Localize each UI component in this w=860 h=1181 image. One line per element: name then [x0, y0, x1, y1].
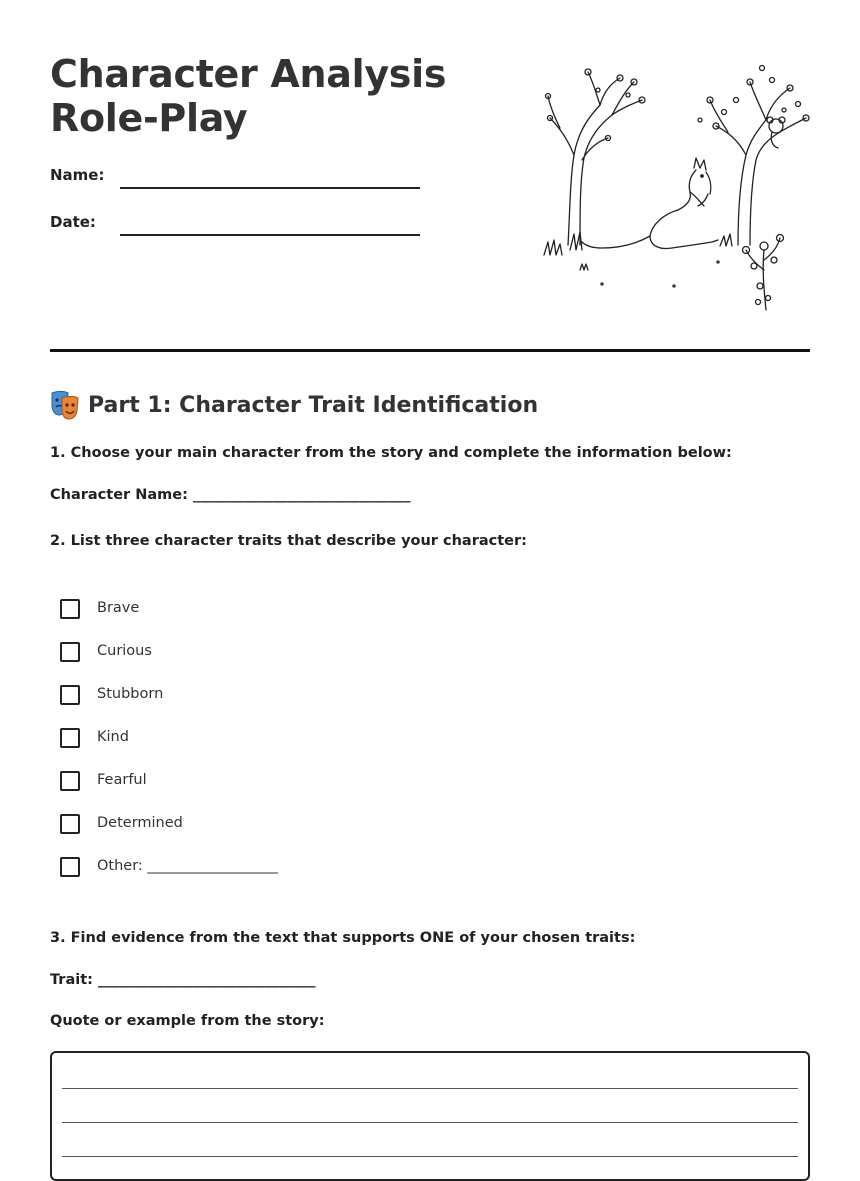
checkbox[interactable]	[60, 814, 80, 834]
quote-label: Quote or example from the story:	[50, 1013, 325, 1029]
question-2: 2. List three character traits that describe your character:	[50, 533, 527, 549]
kangaroo-koala-illustration	[540, 60, 810, 320]
character-name-blank[interactable]: ______________________________	[192, 487, 411, 503]
trait-option-fearful[interactable]	[60, 769, 460, 812]
checkbox[interactable]	[60, 642, 80, 662]
checkbox[interactable]	[60, 685, 80, 705]
quote-answer-box[interactable]	[50, 1051, 810, 1181]
name-field[interactable]	[50, 160, 430, 190]
answer-line	[62, 1156, 798, 1157]
checkbox[interactable]	[60, 599, 80, 619]
date-line[interactable]	[120, 234, 420, 236]
trait-row[interactable]	[50, 972, 316, 988]
trait-option-other[interactable]	[60, 855, 460, 898]
date-label: Date:	[50, 213, 96, 231]
checkbox[interactable]	[60, 857, 80, 877]
trait-option-label: Determined	[97, 815, 183, 831]
answer-line	[62, 1088, 798, 1089]
answer-line	[62, 1122, 798, 1123]
trait-option-curious[interactable]	[60, 640, 460, 683]
trait-option-kind[interactable]	[60, 726, 460, 769]
name-label: Name:	[50, 166, 105, 184]
trait-option-label: Kind	[97, 729, 129, 745]
section-title: Part 1: Character Trait Identification	[88, 392, 539, 418]
trait-option-label: Stubborn	[97, 686, 164, 702]
trait-option-determined[interactable]	[60, 812, 460, 855]
trait-option-stubborn[interactable]	[60, 683, 460, 726]
section-heading	[50, 388, 538, 422]
worksheet-page	[50, 0, 810, 1161]
trait-option-label: Curious	[97, 643, 152, 659]
trait-blank[interactable]: ______________________________	[98, 972, 316, 988]
trait-option-label: Brave	[97, 600, 140, 616]
theater-masks-icon	[50, 390, 80, 420]
trait-option-brave[interactable]	[60, 597, 460, 640]
character-name-row[interactable]	[50, 487, 410, 503]
header-divider	[50, 349, 810, 352]
character-name-label: Character Name:	[50, 487, 188, 503]
checkbox[interactable]	[60, 728, 80, 748]
trait-checklist	[60, 597, 460, 898]
page-title: Character Analysis Role-Play	[50, 52, 447, 140]
trait-option-label: Other: __________________	[97, 858, 278, 874]
question-1: 1. Choose your main character from the story and complete the information below:	[50, 445, 732, 461]
trait-option-label: Fearful	[97, 772, 147, 788]
question-3: 3. Find evidence from the text that supports ONE of your chosen traits:	[50, 930, 636, 946]
trait-label: Trait:	[50, 972, 93, 988]
checkbox[interactable]	[60, 771, 80, 791]
name-line[interactable]	[120, 187, 420, 189]
date-field[interactable]	[50, 207, 430, 237]
